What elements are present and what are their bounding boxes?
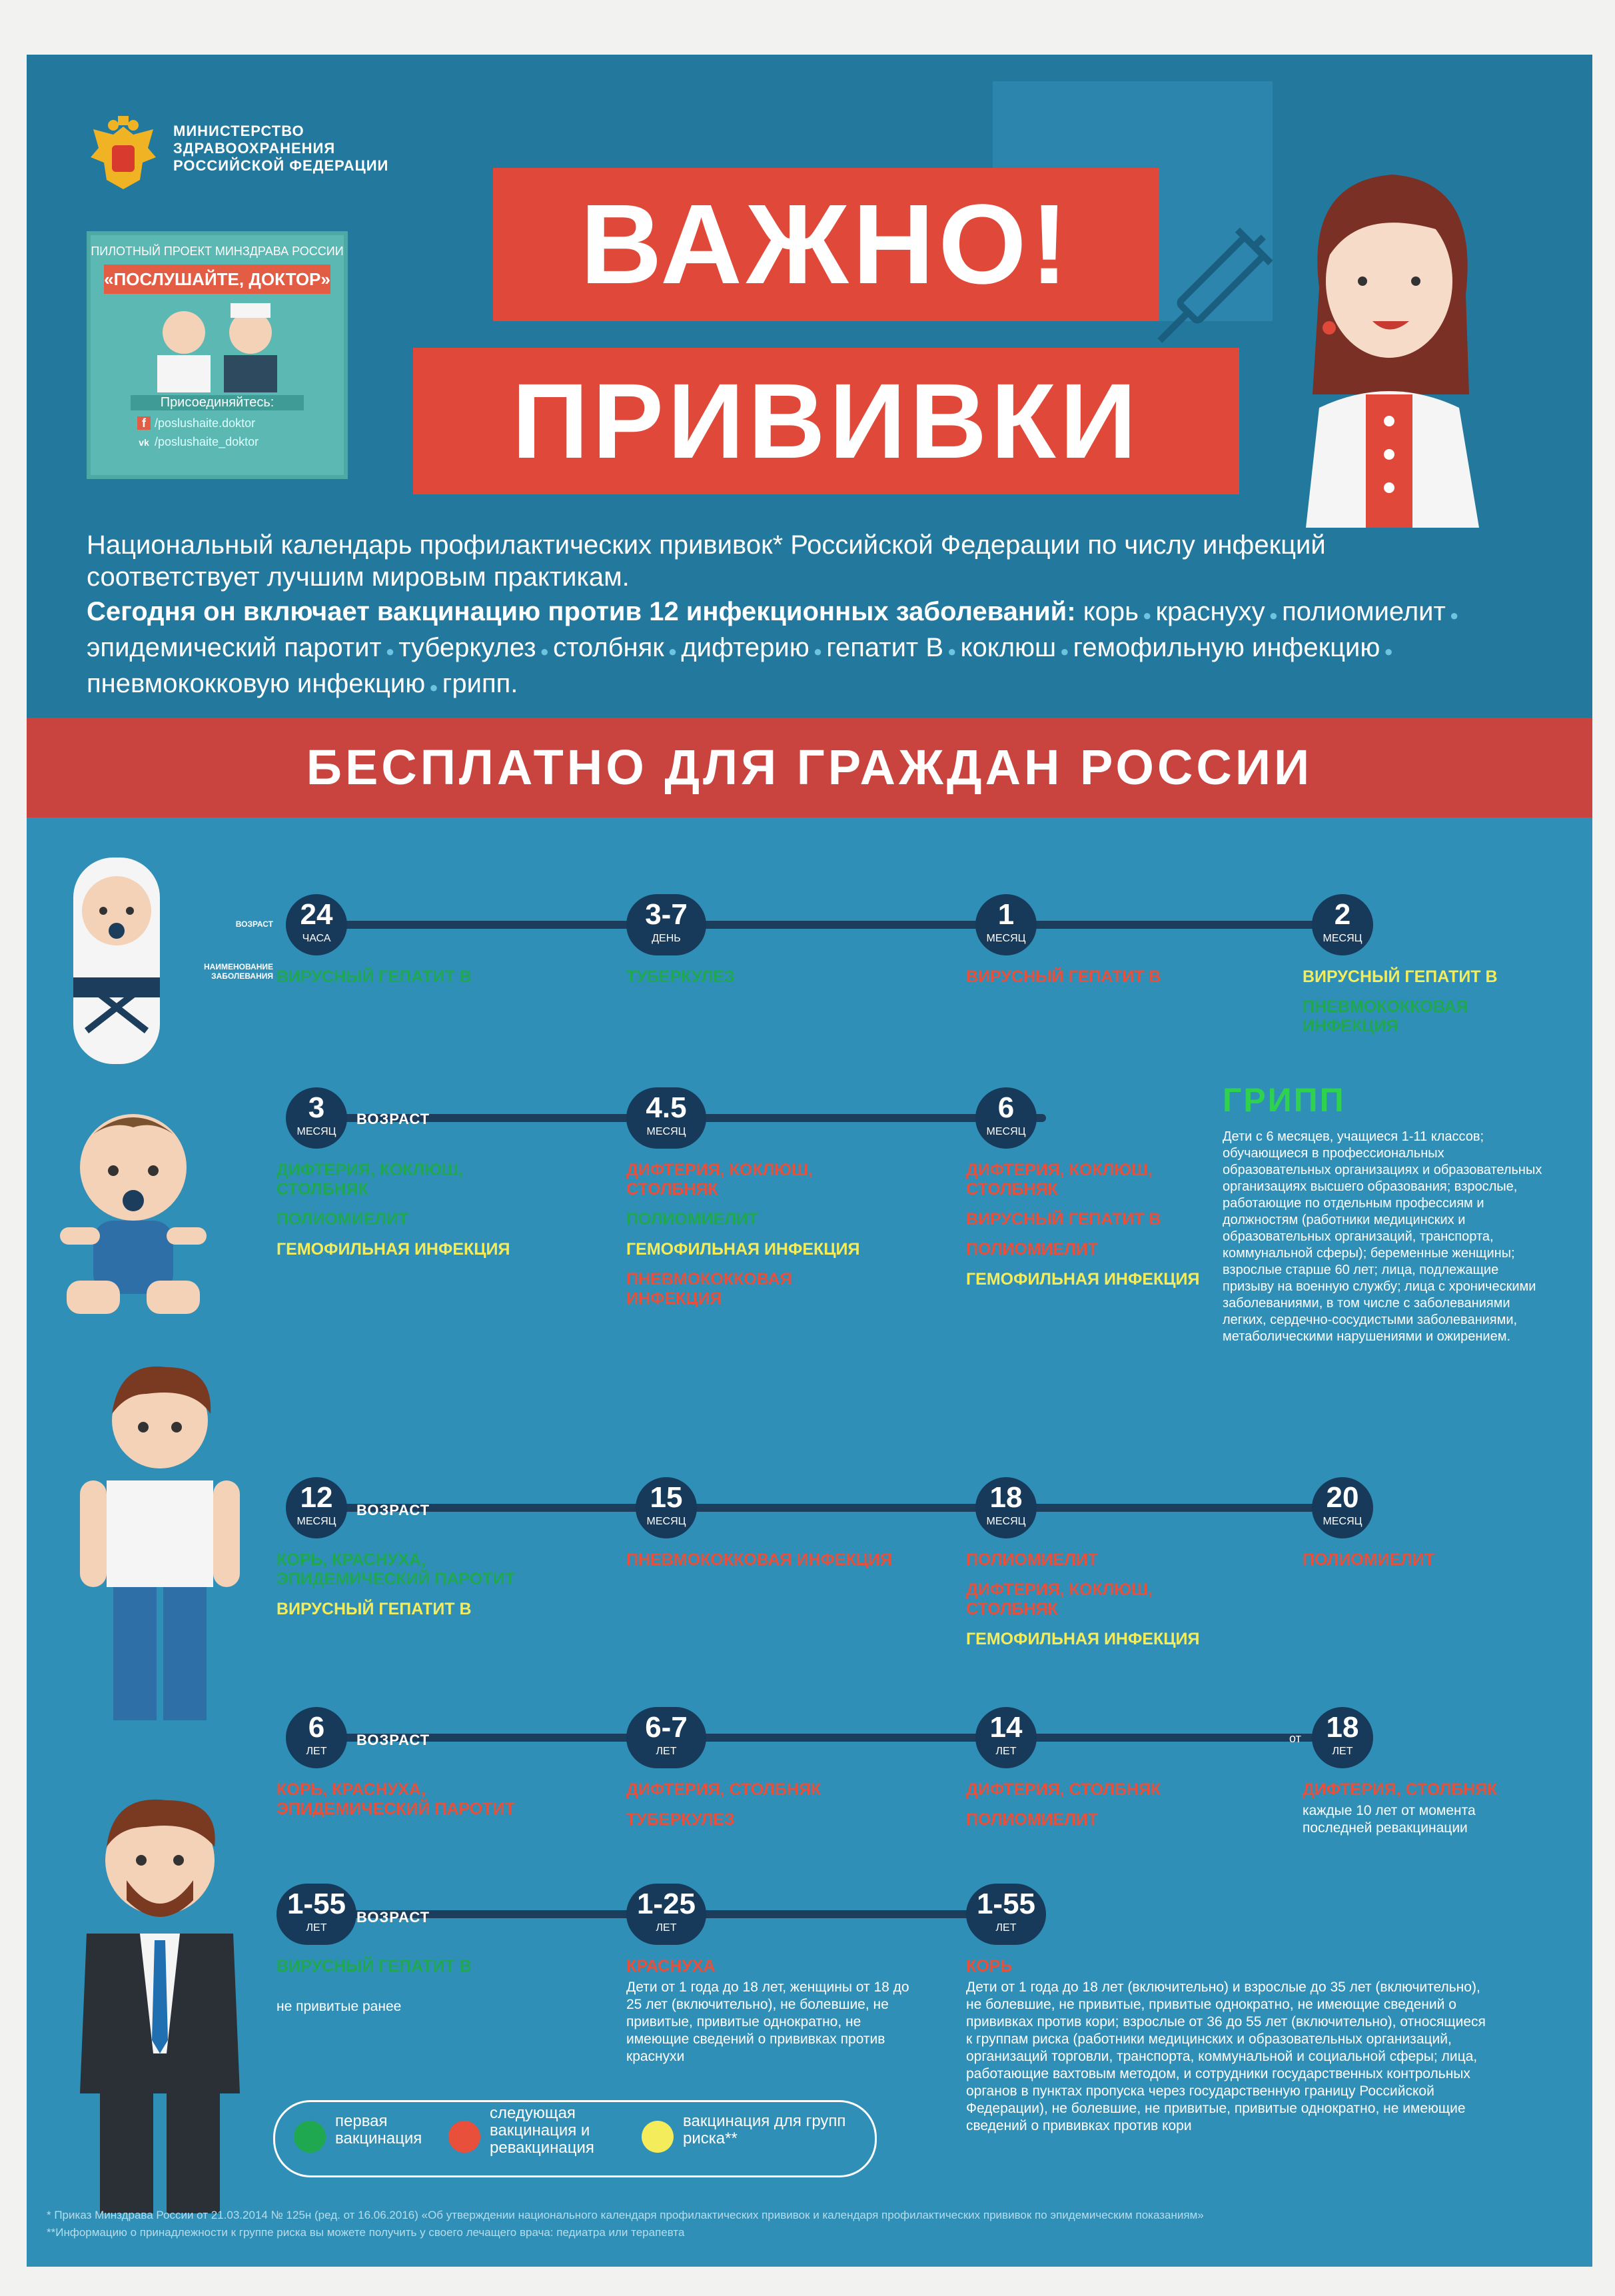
vk-link-text: /poslushaite_doktor xyxy=(155,435,259,448)
vaccine-note: не привитые ранее xyxy=(276,1999,402,2014)
timeline-row3 xyxy=(313,1504,1359,1512)
vaccine-disease: КРАСНУХА xyxy=(626,1957,716,1976)
disease-name: грипп. xyxy=(442,669,518,698)
bullet-separator: ● xyxy=(1380,643,1393,660)
age-number: 1-55 xyxy=(976,1888,1036,1920)
age-unit: ЛЕТ xyxy=(995,1746,1017,1757)
doctors-illustration xyxy=(131,299,304,392)
age-marker xyxy=(286,1477,347,1538)
age-number: 4.5 xyxy=(646,1091,687,1124)
age-marker xyxy=(626,1884,706,1945)
disease-name: полиомиелит xyxy=(1282,597,1446,626)
footnote-2: **Информацию о принадлежности к группе риска вы можете получить у своего лечащего врача: педиатра или терапевта xyxy=(47,2226,685,2239)
age-number: 3-7 xyxy=(645,898,688,931)
age-unit: МЕСЯЦ xyxy=(646,1516,686,1527)
vaccine-disease: ПНЕВМОКОККОВАЯ ИНФЕКЦИЯ xyxy=(626,1270,792,1308)
age-number: 14 xyxy=(989,1711,1023,1744)
age-marker xyxy=(636,1477,697,1538)
vaccine-disease: ГЕМОФИЛЬНАЯ ИНФЕКЦИЯ xyxy=(276,1240,510,1259)
disease-name: туберкулез xyxy=(398,633,536,662)
pilot-header: ПИЛОТНЫЙ ПРОЕКТ МИНЗДРАВА РОССИИ xyxy=(91,245,344,258)
age-marker xyxy=(286,1087,347,1149)
disease-name: гемофильную инфекцию xyxy=(1073,633,1380,662)
bullet-separator: ● xyxy=(664,643,682,660)
legend-first: первая вакцинация xyxy=(335,2112,422,2147)
flu-title: ГРИПП xyxy=(1223,1081,1346,1119)
vaccine-disease: ТУБЕРКУЛЕЗ xyxy=(626,967,735,986)
bullet-separator: ● xyxy=(1265,607,1283,624)
vaccine-disease: ДИФТЕРИЯ, КОКЛЮШ, СТОЛБНЯК xyxy=(276,1161,463,1199)
age-unit: МЕСЯЦ xyxy=(646,1126,686,1137)
syringe-icon xyxy=(1133,215,1286,368)
timeline-row1 xyxy=(313,921,1359,929)
age-marker xyxy=(1312,1707,1373,1768)
vaccine-disease: ДИФТЕРИЯ, КОКЛЮШ, СТОЛБНЯК xyxy=(966,1580,1153,1618)
intro-text xyxy=(87,529,1472,704)
vaccine-disease: ДИФТЕРИЯ, СТОЛБНЯК xyxy=(966,1780,1161,1799)
age-number: 20 xyxy=(1326,1481,1359,1514)
pilot-title: «ПОСЛУШАЙТЕ, ДОКТОР» xyxy=(104,265,330,294)
vaccine-disease: ДИФТЕРИЯ, СТОЛБНЯК xyxy=(1303,1780,1498,1799)
age-marker xyxy=(975,1087,1037,1149)
age-unit: ЛЕТ xyxy=(306,1746,327,1757)
disease-name-label: НАИМЕНОВАНИЕ ЗАБОЛЕВАНИЯ xyxy=(204,962,273,981)
age-unit: МЕСЯЦ xyxy=(296,1516,336,1527)
legend-next: следующая вакцинация и ревакцинация xyxy=(490,2104,594,2157)
pilot-join: Присоединяйтесь: xyxy=(131,395,304,410)
age-unit: ЛЕТ xyxy=(656,1746,677,1757)
age-marker xyxy=(1312,894,1373,955)
legend xyxy=(273,2100,877,2177)
age-label-row2: ВОЗРАСТ xyxy=(356,1111,430,1127)
bullet-separator: ● xyxy=(809,643,827,660)
age-unit: МЕСЯЦ xyxy=(1323,1516,1362,1527)
vaccine-disease: ПНЕВМОКОККОВАЯ ИНФЕКЦИЯ xyxy=(1303,997,1468,1035)
footnote-1: * Приказ Минздрава России от 21.03.2014 № 125н (ред. от 16.06.2016) «Об утверждении национального календаря профилактических прививок и календаря профилактических прививок по эпидемическим показаниям» xyxy=(47,2209,1204,2221)
age-unit: ЛЕТ xyxy=(656,1922,677,1934)
adult-man-figure xyxy=(67,1774,253,2213)
flu-text: Дети с 6 месяцев, учащиеся 1-11 классов; обучающиеся в профессиональных образовательных организациях и образовательных организациях высшего образования; взрослые, работающие по отдельным профессиям и должностям (работники медицинских и образовательных организаций, транспорта, коммунальной сферы); беременные женщины; взрослые старше 60 лет; лица, подлежащие призыву на военную службу; лица с хроническими заболеваниями, в том числе с заболеваниями легких, сердечно-сосудистыми заболеваниями, метаболическими нарушениями и ожирением. xyxy=(1223,1129,1542,1344)
age-marker xyxy=(626,1087,706,1149)
age-marker xyxy=(626,894,706,955)
vaccine-disease: ПОЛИОМИЕЛИТ xyxy=(276,1210,408,1229)
ministry-name-line3: РОССИЙСКОЙ ФЕДЕРАЦИИ xyxy=(173,157,389,174)
age-unit: МЕСЯЦ xyxy=(986,933,1026,944)
age-marker xyxy=(626,1707,706,1768)
vaccine-disease: ДИФТЕРИЯ, КОКЛЮШ, СТОЛБНЯК xyxy=(966,1161,1153,1199)
vaccine-disease: ГЕМОФИЛЬНАЯ ИНФЕКЦИЯ xyxy=(626,1240,860,1259)
age-unit: МЕСЯЦ xyxy=(1323,933,1362,944)
age-marker xyxy=(975,894,1037,955)
vaccine-disease: ПОЛИОМИЕЛИТ xyxy=(966,1810,1098,1829)
disease-name: коклюш xyxy=(960,633,1057,662)
age-unit: МЕСЯЦ xyxy=(986,1126,1026,1137)
poster xyxy=(27,55,1592,2267)
vk-link[interactable] xyxy=(137,435,310,449)
vaccine-disease: ПОЛИОМИЕЛИТ xyxy=(966,1550,1098,1569)
age-number: 6 xyxy=(997,1091,1015,1124)
age-unit: ЛЕТ xyxy=(1332,1746,1353,1757)
vaccine-disease: ТУБЕРКУЛЕЗ xyxy=(626,1810,735,1829)
vaccine-disease: ВИРУСНЫЙ ГЕПАТИТ В xyxy=(276,1600,472,1618)
age-number: 15 xyxy=(650,1481,683,1514)
intro-paragraph-2 xyxy=(87,596,1472,704)
age-unit: МЕСЯЦ xyxy=(986,1516,1026,1527)
age-number: 6-7 xyxy=(645,1711,688,1744)
legend-dot-risk xyxy=(642,2121,674,2153)
age-number: 2 xyxy=(1334,898,1351,931)
vaccine-disease: ДИФТЕРИЯ, КОКЛЮШ, СТОЛБНЯК xyxy=(626,1161,813,1199)
bullet-separator: ● xyxy=(1056,643,1073,660)
age-number: 18 xyxy=(1326,1711,1359,1744)
bullet-separator: ● xyxy=(381,643,399,660)
disease-name: столбняк xyxy=(553,633,664,662)
vk-icon: vk xyxy=(139,437,149,448)
facebook-link[interactable] xyxy=(137,416,310,430)
age-unit: МЕСЯЦ xyxy=(296,1126,336,1137)
intro-bold: Сегодня он включает вакцинацию против 12 инфекционных заболеваний: xyxy=(87,597,1076,626)
vaccine-disease: ПНЕВМОКОККОВАЯ ИНФЕКЦИЯ xyxy=(626,1550,892,1569)
vaccine-disease: ПОЛИОМИЕЛИТ xyxy=(626,1210,758,1229)
age-small-label: ВОЗРАСТ xyxy=(235,919,273,929)
pilot-project-card xyxy=(87,231,348,479)
vaccine-note: Дети от 1 года до 18 лет (включительно) и взрослые до 35 лет (включительно), не болевшие, не привитые, привитые однократно, не имеющие сведений о прививках против кори; взрослые от 36 до 55 лет (включительно), относящиеся к группам риска (работники медицинских и образовательных организаций, организаций торговли, транспорта, коммунальной и социальной сферы; лица, работающие вахтовым методом, и сотрудники государственных контрольных органов в пунктах пропуска через государственную границу Российской Федерации), не болевшие, не привитые, привитые однократно, не имеющие сведений о прививках против кори xyxy=(966,1980,1486,2133)
age-number: 1 xyxy=(997,898,1015,931)
bullet-separator: ● xyxy=(536,643,554,660)
age-number: 24 xyxy=(300,898,333,931)
age-unit: ЧАСА xyxy=(302,933,331,944)
title-important: ВАЖНО! xyxy=(493,168,1159,321)
age-number: 3 xyxy=(308,1091,325,1124)
age-marker xyxy=(286,1707,347,1768)
facebook-icon: f xyxy=(137,416,151,430)
age-marker xyxy=(966,1884,1046,1945)
ministry-logo xyxy=(87,115,433,195)
vaccine-disease: ВИРУСНЫЙ ГЕПАТИТ В xyxy=(276,967,472,986)
vaccine-disease: ВИРУСНЫЙ ГЕПАТИТ В xyxy=(1303,967,1498,986)
disease-name: дифтерию xyxy=(681,633,809,662)
age-number: 1-55 xyxy=(286,1888,346,1920)
baby-figure xyxy=(53,1107,213,1327)
disease-name: гепатит В xyxy=(826,633,944,662)
vaccine-disease: ПОЛИОМИЕЛИТ xyxy=(1303,1550,1434,1569)
age-label-row4: ВОЗРАСТ xyxy=(356,1732,430,1748)
vaccine-disease: КОРЬ xyxy=(966,1957,1013,1976)
age-marker xyxy=(975,1707,1037,1768)
timeline-row4 xyxy=(313,1734,1359,1742)
ministry-name-line1: МИНИСТЕРСТВО xyxy=(173,123,304,139)
age-marker xyxy=(286,894,347,955)
legend-risk: вакцинация для групп риска** xyxy=(683,2112,846,2147)
age-number: 1-25 xyxy=(636,1888,696,1920)
ministry-name-line2: ЗДРАВООХРАНЕНИЯ xyxy=(173,140,336,157)
intro-paragraph-1: Национальный календарь профилактических прививок* Российской Федерации по числу инфекций соответствует лучшим мировым практикам. xyxy=(87,530,1326,592)
free-banner: БЕСПЛАТНО ДЛЯ ГРАЖДАН РОССИИ xyxy=(27,718,1592,818)
teen-figure xyxy=(80,1347,240,1720)
vaccine-disease: КОРЬ, КРАСНУХА, ЭПИДЕМИЧЕСКИЙ ПАРОТИТ xyxy=(276,1780,515,1818)
vaccine-note: каждые 10 лет от момента последней ревакцинации xyxy=(1303,1803,1476,1836)
legend-dot-next xyxy=(448,2121,480,2153)
age-label-row5: ВОЗРАСТ xyxy=(356,1909,430,1926)
bullet-separator: ● xyxy=(943,643,961,660)
header xyxy=(27,55,1592,718)
age-number: 6 xyxy=(308,1711,325,1744)
bullet-separator: ● xyxy=(425,679,442,696)
age-unit: ЛЕТ xyxy=(995,1922,1017,1934)
age-unit: ЛЕТ xyxy=(306,1922,327,1934)
vaccine-disease: ВИРУСНЫЙ ГЕПАТИТ В xyxy=(966,967,1161,986)
vaccine-disease: ПОЛИОМИЕЛИТ xyxy=(966,1240,1098,1259)
age-label-row3: ВОЗРАСТ xyxy=(356,1502,430,1518)
disease-name: эпидемический паротит xyxy=(87,633,382,662)
bullet-separator: ● xyxy=(1445,607,1459,624)
age-marker xyxy=(276,1884,356,1945)
doctor-woman-figure xyxy=(1279,155,1499,528)
newborn-figure xyxy=(67,851,167,1071)
russian-eagle-emblem-icon xyxy=(87,115,160,195)
age-unit: ДЕНЬ xyxy=(652,933,681,944)
age-marker xyxy=(975,1477,1037,1538)
age-marker xyxy=(1312,1477,1373,1538)
vaccine-disease: ГЕМОФИЛЬНАЯ ИНФЕКЦИЯ xyxy=(966,1630,1200,1648)
vaccine-disease: ДИФТЕРИЯ, СТОЛБНЯК xyxy=(626,1780,821,1799)
vaccine-note: Дети от 1 года до 18 лет, женщины от 18 до 25 лет (включительно), не болевшие, не привитые, привитые однократно, не имеющие сведений о прививках против краснухи xyxy=(626,1980,909,2064)
age-number: 12 xyxy=(300,1481,333,1514)
vaccine-disease: ВИРУСНЫЙ ГЕПАТИТ В xyxy=(276,1957,472,1976)
title-vaccinations: ПРИВИВКИ xyxy=(413,348,1239,494)
vaccine-disease: КОРЬ, КРАСНУХА, ЭПИДЕМИЧЕСКИЙ ПАРОТИТ xyxy=(276,1550,515,1588)
disease-name: краснуху xyxy=(1155,597,1265,626)
facebook-link-text: /poslushaite.doktor xyxy=(155,416,256,430)
disease-name: корь xyxy=(1083,597,1139,626)
vaccine-disease: ВИРУСНЫЙ ГЕПАТИТ В xyxy=(966,1210,1161,1229)
age-number: 18 xyxy=(989,1481,1023,1514)
vaccine-disease: ГЕМОФИЛЬНАЯ ИНФЕКЦИЯ xyxy=(966,1270,1200,1289)
bullet-separator: ● xyxy=(1139,607,1156,624)
from-prefix: от xyxy=(1289,1732,1301,1745)
disease-name: пневмококковую инфекцию xyxy=(87,669,426,698)
legend-dot-first xyxy=(294,2121,326,2153)
